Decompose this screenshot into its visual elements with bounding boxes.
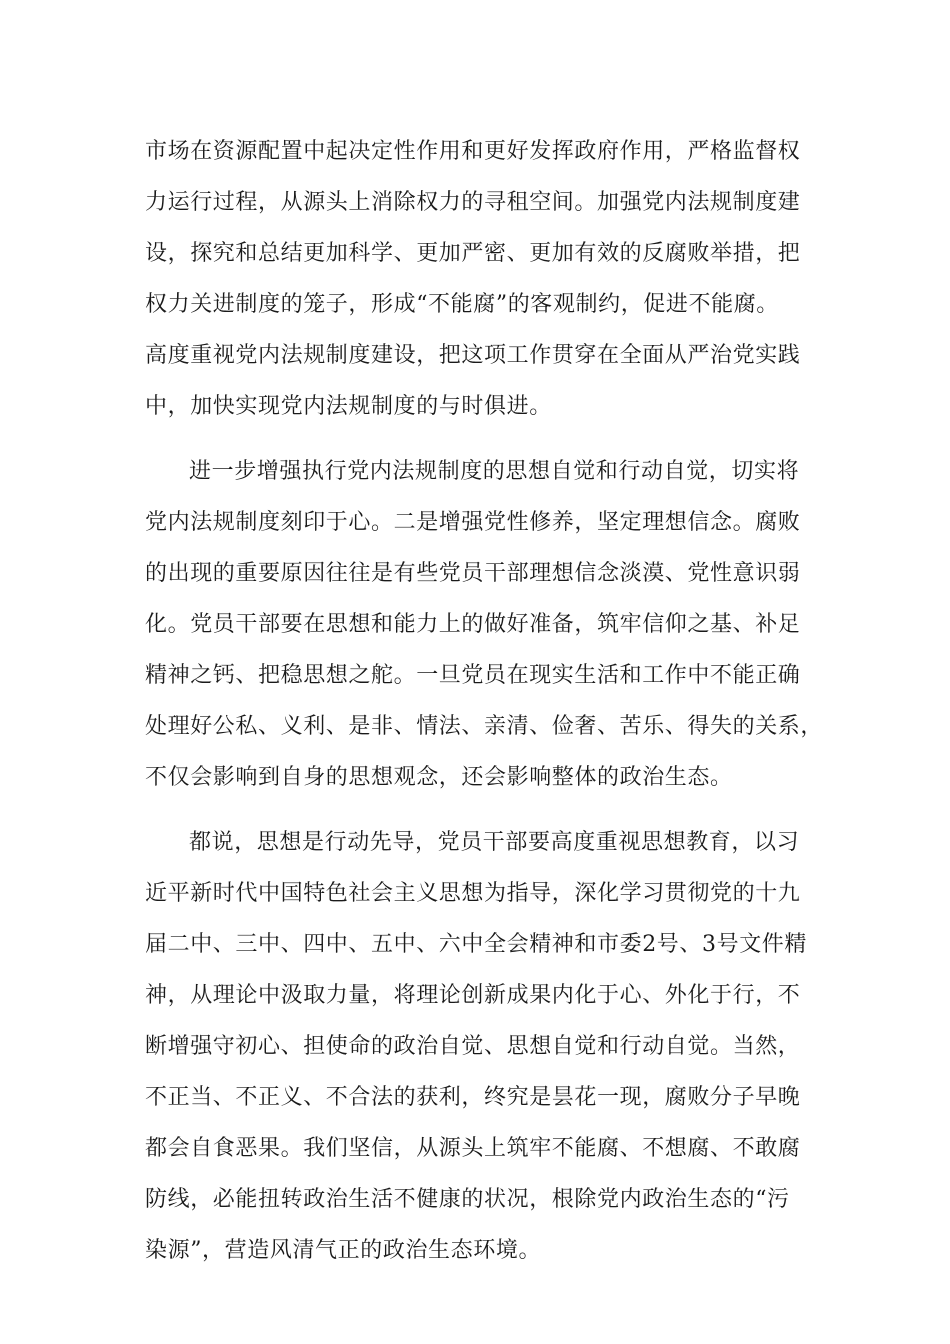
paragraph-line: 设，探究和总结更加科学、更加严密、更加有效的反腐败举措，把 — [145, 241, 801, 266]
paragraph-line: 届二中、三中、四中、五中、六中全会精神和市委2号、3号文件精 — [145, 932, 807, 957]
document-body — [145, 126, 825, 1276]
paragraph-line: 进一步增强执行党内法规制度的思想自觉和行动自觉，切实将 — [189, 459, 800, 484]
paragraph-3 — [145, 817, 825, 1276]
paragraph-line: 党内法规制度刻印于心。二是增强党性修养，坚定理想信念。腐败 — [145, 510, 801, 535]
paragraph-line: 处理好公私、义利、是非、情法、亲清、俭奢、苦乐、得失的关系， — [145, 714, 824, 739]
paragraph-line: 防线，必能扭转政治生活不健康的状况，根除党内政治生态的“污 — [145, 1187, 790, 1212]
paragraph-line: 都说，思想是行动先导，党员干部要高度重视思想教育，以习 — [189, 830, 800, 855]
paragraph-line: 化。党员干部要在思想和能力上的做好准备，筑牢信仰之基、补足 — [145, 612, 801, 637]
paragraph-line: 近平新时代中国特色社会主义思想为指导，深化学习贯彻党的十九 — [145, 881, 801, 906]
paragraph-line: 神，从理论中汲取力量，将理论创新成果内化于心、外化于行，不 — [145, 983, 801, 1008]
paragraph-2 — [145, 446, 825, 803]
paragraph-line: 不仅会影响到自身的思想观念，还会影响整体的政治生态。 — [145, 765, 733, 790]
paragraph-line: 高度重视党内法规制度建设，把这项工作贯穿在全面从严治党实践 — [145, 343, 801, 368]
paragraph-line: 染源”，营造风清气正的政治生态环境。 — [145, 1238, 542, 1263]
paragraph-1 — [145, 126, 825, 432]
paragraph-line: 力运行过程，从源头上消除权力的寻租空间。加强党内法规制度建 — [145, 190, 801, 215]
paragraph-line: 中，加快实现党内法规制度的与时俱进。 — [145, 394, 552, 419]
paragraph-line: 精神之钙、把稳思想之舵。一旦党员在现实生活和工作中不能正确 — [145, 663, 801, 688]
paragraph-line: 权力关进制度的笼子，形成“不能腐”的客观制约，促进不能腐。 — [145, 292, 779, 317]
paragraph-line: 市场在资源配置中起决定性作用和更好发挥政府作用，严格监督权 — [145, 139, 801, 164]
paragraph-line: 断增强守初心、担使命的政治自觉、思想自觉和行动自觉。当然， — [145, 1034, 801, 1059]
paragraph-line: 的出现的重要原因往往是有些党员干部理想信念淡漠、党性意识弱 — [145, 561, 801, 586]
paragraph-line: 都会自食恶果。我们坚信，从源头上筑牢不能腐、不想腐、不敢腐 — [145, 1136, 801, 1161]
paragraph-line: 不正当、不正义、不合法的获利，终究是昙花一现，腐败分子早晚 — [145, 1085, 801, 1110]
